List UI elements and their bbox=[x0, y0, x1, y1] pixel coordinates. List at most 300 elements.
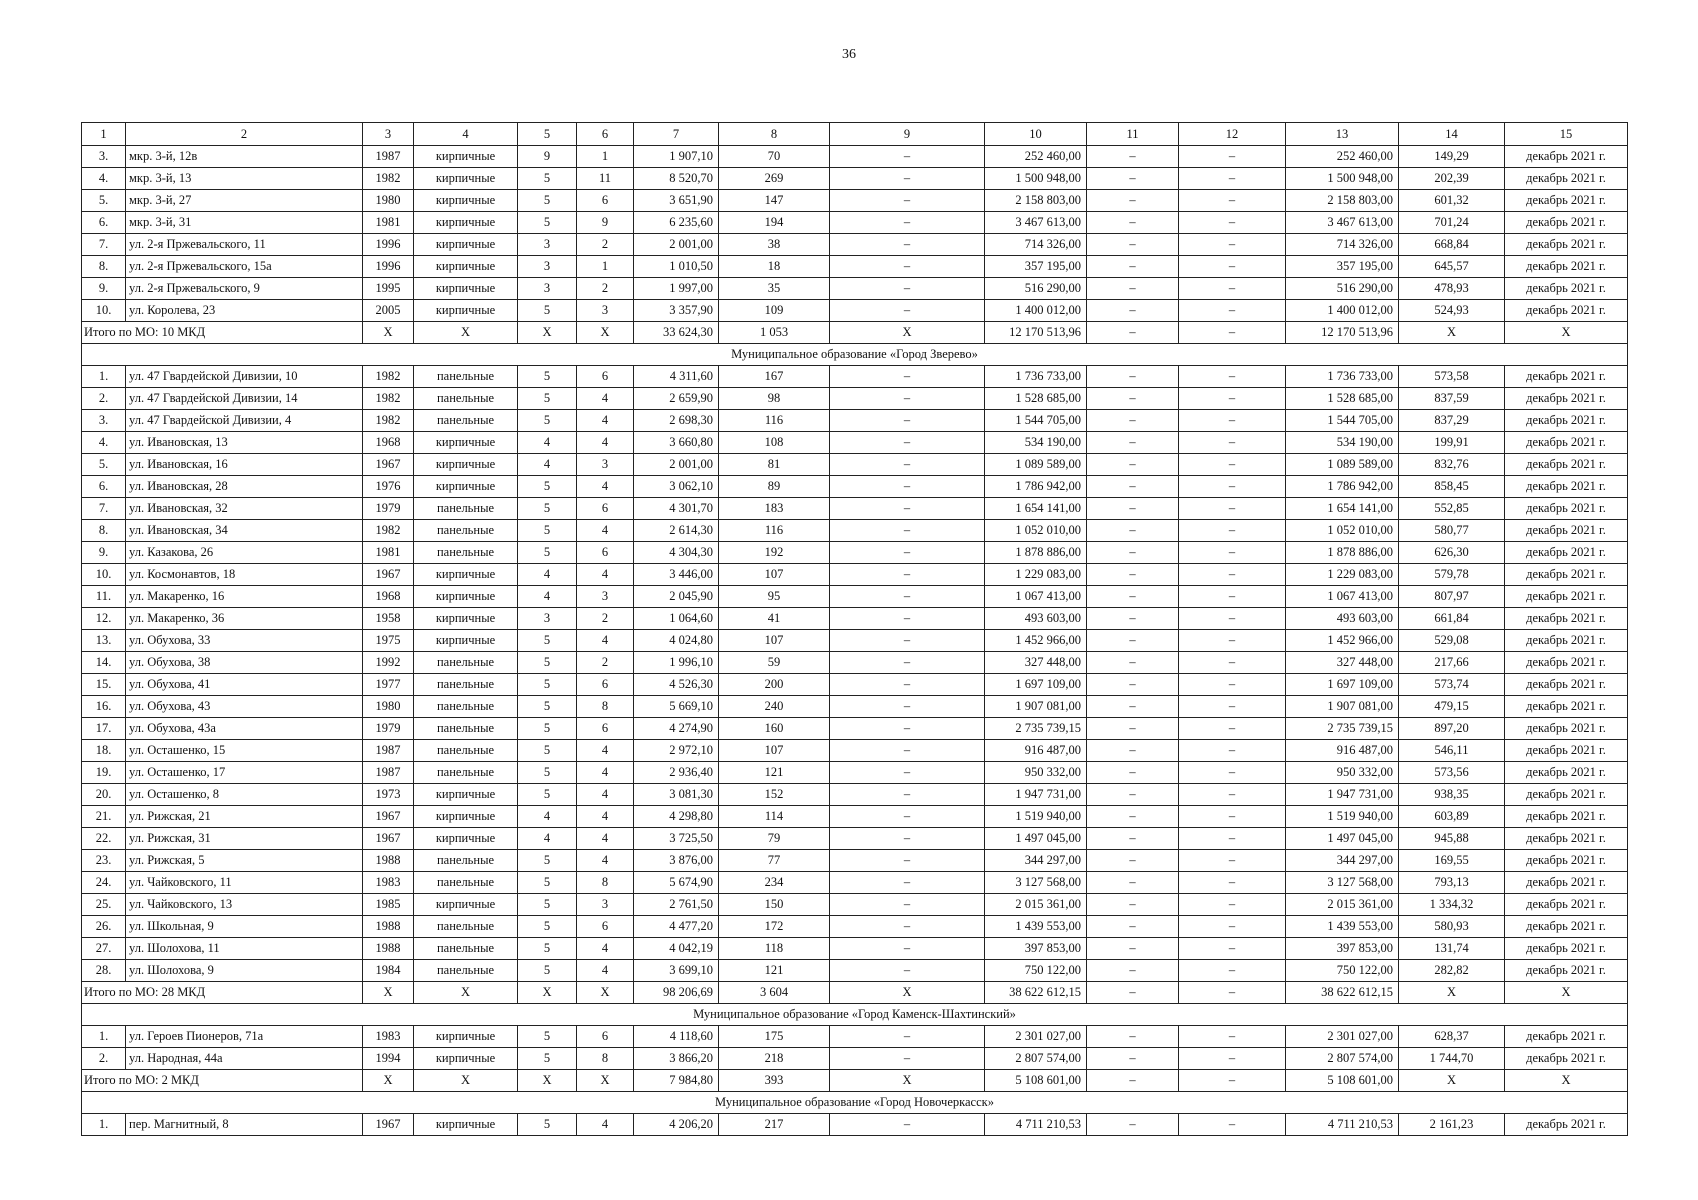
table-cell: – bbox=[1087, 432, 1179, 454]
table-cell: – bbox=[1179, 916, 1286, 938]
table-cell: 160 bbox=[719, 718, 830, 740]
table-cell: 1 519 940,00 bbox=[985, 806, 1087, 828]
table-cell: 1983 bbox=[363, 872, 414, 894]
table-cell: декабрь 2021 г. bbox=[1505, 256, 1628, 278]
table-cell: ул. Макаренко, 16 bbox=[126, 586, 363, 608]
table-cell: 3 866,20 bbox=[634, 1048, 719, 1070]
table-cell: панельные bbox=[414, 388, 518, 410]
table-cell: 2005 bbox=[363, 300, 414, 322]
table-cell: – bbox=[830, 432, 985, 454]
table-row bbox=[82, 300, 1628, 322]
header-cell: 1 bbox=[82, 123, 126, 146]
table-row bbox=[82, 828, 1628, 850]
table-cell: декабрь 2021 г. bbox=[1505, 740, 1628, 762]
table-cell: – bbox=[1087, 564, 1179, 586]
table-cell: 183 bbox=[719, 498, 830, 520]
table-cell: 1 544 705,00 bbox=[1286, 410, 1399, 432]
table-cell: панельные bbox=[414, 696, 518, 718]
table-cell: 269 bbox=[719, 168, 830, 190]
table-cell: 1 229 083,00 bbox=[1286, 564, 1399, 586]
table-cell: 150 bbox=[719, 894, 830, 916]
table-cell: 516 290,00 bbox=[1286, 278, 1399, 300]
table-cell: 1996 bbox=[363, 256, 414, 278]
table-cell: – bbox=[830, 454, 985, 476]
table-cell: 152 bbox=[719, 784, 830, 806]
header-cell: 5 bbox=[518, 123, 577, 146]
table-cell: 1967 bbox=[363, 1114, 414, 1136]
table-cell: 1958 bbox=[363, 608, 414, 630]
table-cell: – bbox=[1179, 388, 1286, 410]
table-cell: 1982 bbox=[363, 366, 414, 388]
table-cell: 2 807 574,00 bbox=[985, 1048, 1087, 1070]
table-cell: 1 544 705,00 bbox=[985, 410, 1087, 432]
table-cell: 200 bbox=[719, 674, 830, 696]
table-row bbox=[82, 564, 1628, 586]
table-row bbox=[82, 652, 1628, 674]
table-cell: 16. bbox=[82, 696, 126, 718]
table-cell: – bbox=[1087, 960, 1179, 982]
table-cell: 114 bbox=[719, 806, 830, 828]
table-cell: 192 bbox=[719, 542, 830, 564]
table-cell: 3. bbox=[82, 410, 126, 432]
table-cell: – bbox=[830, 740, 985, 762]
table-cell: – bbox=[1087, 300, 1179, 322]
table-cell: 202,39 bbox=[1399, 168, 1505, 190]
table-cell: 661,84 bbox=[1399, 608, 1505, 630]
section-row bbox=[82, 1004, 1628, 1026]
table-cell: 897,20 bbox=[1399, 718, 1505, 740]
table-cell: 1975 bbox=[363, 630, 414, 652]
table-cell: 603,89 bbox=[1399, 806, 1505, 828]
table-cell: 1. bbox=[82, 1026, 126, 1048]
table-cell: 1 400 012,00 bbox=[1286, 300, 1399, 322]
table-cell: – bbox=[1179, 190, 1286, 212]
table-cell: 4 bbox=[577, 432, 634, 454]
table-cell: 6 bbox=[577, 674, 634, 696]
total-label: Итого по МО: 28 МКД bbox=[82, 982, 363, 1004]
table-cell: 1 497 045,00 bbox=[985, 828, 1087, 850]
table-cell: 1 334,32 bbox=[1399, 894, 1505, 916]
table-cell: – bbox=[1087, 828, 1179, 850]
table-cell: 579,78 bbox=[1399, 564, 1505, 586]
table-cell: 8 bbox=[577, 696, 634, 718]
table-cell: кирпичные bbox=[414, 278, 518, 300]
table-cell: панельные bbox=[414, 938, 518, 960]
table-cell: 19. bbox=[82, 762, 126, 784]
table-row bbox=[82, 432, 1628, 454]
table-cell: панельные bbox=[414, 520, 518, 542]
table-cell: 98 bbox=[719, 388, 830, 410]
table-cell: 1 528 685,00 bbox=[1286, 388, 1399, 410]
table-cell: 4 bbox=[577, 630, 634, 652]
table-cell: 20. bbox=[82, 784, 126, 806]
table-cell: 645,57 bbox=[1399, 256, 1505, 278]
table-cell: 107 bbox=[719, 564, 830, 586]
section-title: Муниципальное образование «Город Зверево» bbox=[82, 344, 1628, 366]
table-cell: – bbox=[830, 388, 985, 410]
table-cell: – bbox=[830, 190, 985, 212]
table-cell: – bbox=[830, 806, 985, 828]
table-row bbox=[82, 454, 1628, 476]
table-cell: 1 878 886,00 bbox=[1286, 542, 1399, 564]
table-cell: декабрь 2021 г. bbox=[1505, 872, 1628, 894]
table-cell: 393 bbox=[719, 1070, 830, 1092]
table-cell: – bbox=[830, 168, 985, 190]
table-row bbox=[82, 894, 1628, 916]
table-cell: 529,08 bbox=[1399, 630, 1505, 652]
table-cell: 8 bbox=[577, 872, 634, 894]
table-cell: панельные bbox=[414, 498, 518, 520]
table-row bbox=[82, 1114, 1628, 1136]
table-cell: ул. Обухова, 41 bbox=[126, 674, 363, 696]
table-cell: 95 bbox=[719, 586, 830, 608]
table-cell: ул. Космонавтов, 18 bbox=[126, 564, 363, 586]
table-cell: 28. bbox=[82, 960, 126, 982]
table-cell: декабрь 2021 г. bbox=[1505, 454, 1628, 476]
table-cell: 8. bbox=[82, 256, 126, 278]
table-cell: – bbox=[1179, 828, 1286, 850]
table-cell: 12 170 513,96 bbox=[1286, 322, 1399, 344]
table-cell: мкр. 3-й, 12в bbox=[126, 146, 363, 168]
table-cell: – bbox=[1087, 520, 1179, 542]
table-cell: ул. Рижская, 5 bbox=[126, 850, 363, 872]
table-cell: панельные bbox=[414, 366, 518, 388]
table-cell: 4 bbox=[577, 740, 634, 762]
table-cell: 837,59 bbox=[1399, 388, 1505, 410]
table-cell: 714 326,00 bbox=[1286, 234, 1399, 256]
table-cell: – bbox=[1179, 1048, 1286, 1070]
table-cell: 2 015 361,00 bbox=[1286, 894, 1399, 916]
table-cell: 950 332,00 bbox=[985, 762, 1087, 784]
table-cell: 6 235,60 bbox=[634, 212, 719, 234]
table-cell: – bbox=[1179, 938, 1286, 960]
table-cell: 1 744,70 bbox=[1399, 1048, 1505, 1070]
table-cell: 240 bbox=[719, 696, 830, 718]
table-cell: – bbox=[1087, 322, 1179, 344]
table-row bbox=[82, 190, 1628, 212]
table-cell: – bbox=[1179, 1114, 1286, 1136]
table-cell: 357 195,00 bbox=[985, 256, 1087, 278]
table-cell: 2 158 803,00 bbox=[1286, 190, 1399, 212]
table-cell: 2 301 027,00 bbox=[985, 1026, 1087, 1048]
table-cell: – bbox=[1179, 608, 1286, 630]
table-cell: 5 bbox=[518, 784, 577, 806]
header-cell: 8 bbox=[719, 123, 830, 146]
table-cell: 1976 bbox=[363, 476, 414, 498]
table-cell: – bbox=[830, 696, 985, 718]
table-cell: кирпичные bbox=[414, 564, 518, 586]
table-cell: 6. bbox=[82, 212, 126, 234]
table-cell: – bbox=[830, 498, 985, 520]
table-cell: декабрь 2021 г. bbox=[1505, 784, 1628, 806]
table-cell: – bbox=[1179, 498, 1286, 520]
table-cell: 1984 bbox=[363, 960, 414, 982]
table-cell: 4 bbox=[577, 762, 634, 784]
table-cell: 17. bbox=[82, 718, 126, 740]
table-row bbox=[82, 1048, 1628, 1070]
table-cell: – bbox=[1179, 454, 1286, 476]
table-cell: 3 467 613,00 bbox=[1286, 212, 1399, 234]
table-cell: 24. bbox=[82, 872, 126, 894]
table-cell: – bbox=[1087, 608, 1179, 630]
table-cell: 5 bbox=[518, 872, 577, 894]
header-cell: 4 bbox=[414, 123, 518, 146]
table-cell: – bbox=[830, 1048, 985, 1070]
table-cell: X bbox=[830, 322, 985, 344]
table-cell: – bbox=[1179, 146, 1286, 168]
table-cell: 397 853,00 bbox=[1286, 938, 1399, 960]
table-cell: 5 bbox=[518, 520, 577, 542]
table-cell: панельные bbox=[414, 872, 518, 894]
table-cell: 4 bbox=[577, 938, 634, 960]
table-cell: 3 bbox=[577, 586, 634, 608]
table-cell: 1 bbox=[577, 256, 634, 278]
table-cell: 1 947 731,00 bbox=[1286, 784, 1399, 806]
table-cell: 172 bbox=[719, 916, 830, 938]
table-cell: 580,93 bbox=[1399, 916, 1505, 938]
table-cell: – bbox=[1179, 872, 1286, 894]
table-cell: 1983 bbox=[363, 1026, 414, 1048]
table-cell: 1 500 948,00 bbox=[985, 168, 1087, 190]
table-cell: – bbox=[1179, 256, 1286, 278]
table-cell: 108 bbox=[719, 432, 830, 454]
table-cell: ул. 2-я Пржевальского, 11 bbox=[126, 234, 363, 256]
table-cell: X bbox=[414, 1070, 518, 1092]
table-cell: 1 519 940,00 bbox=[1286, 806, 1399, 828]
table-cell: – bbox=[1179, 960, 1286, 982]
table-cell: 1988 bbox=[363, 916, 414, 938]
table-cell: декабрь 2021 г. bbox=[1505, 696, 1628, 718]
table-cell: декабрь 2021 г. bbox=[1505, 366, 1628, 388]
table-cell: 5 bbox=[518, 410, 577, 432]
table-cell: 5 bbox=[518, 498, 577, 520]
table-cell: 7. bbox=[82, 234, 126, 256]
table-cell: 1967 bbox=[363, 454, 414, 476]
table-cell: – bbox=[1179, 894, 1286, 916]
table-cell: X bbox=[1399, 1070, 1505, 1092]
table-cell: 1987 bbox=[363, 762, 414, 784]
table-cell: – bbox=[830, 146, 985, 168]
table-cell: 916 487,00 bbox=[1286, 740, 1399, 762]
table-cell: декабрь 2021 г. bbox=[1505, 300, 1628, 322]
table-cell: ул. Шолохова, 11 bbox=[126, 938, 363, 960]
table-cell: – bbox=[1179, 278, 1286, 300]
table-cell: декабрь 2021 г. bbox=[1505, 520, 1628, 542]
table-cell: 252 460,00 bbox=[985, 146, 1087, 168]
table-cell: декабрь 2021 г. bbox=[1505, 146, 1628, 168]
table-cell: декабрь 2021 г. bbox=[1505, 542, 1628, 564]
table-cell: – bbox=[1179, 300, 1286, 322]
table-cell: X bbox=[518, 322, 577, 344]
table-cell: декабрь 2021 г. bbox=[1505, 388, 1628, 410]
table-cell: – bbox=[1179, 366, 1286, 388]
table-row bbox=[82, 366, 1628, 388]
table-cell: 3 bbox=[518, 234, 577, 256]
table-row bbox=[82, 410, 1628, 432]
table-cell: 552,85 bbox=[1399, 498, 1505, 520]
table-cell: ул. 47 Гвардейской Дивизии, 10 bbox=[126, 366, 363, 388]
table-cell: – bbox=[830, 234, 985, 256]
table-row bbox=[82, 146, 1628, 168]
table-cell: панельные bbox=[414, 718, 518, 740]
table-cell: 131,74 bbox=[1399, 938, 1505, 960]
table-cell: – bbox=[1087, 388, 1179, 410]
table-row bbox=[82, 718, 1628, 740]
table-cell: 194 bbox=[719, 212, 830, 234]
table-cell: 6 bbox=[577, 542, 634, 564]
table-cell: 1982 bbox=[363, 520, 414, 542]
table-cell: ул. Шолохова, 9 bbox=[126, 960, 363, 982]
table-cell: ул. 2-я Пржевальского, 9 bbox=[126, 278, 363, 300]
table-cell: декабрь 2021 г. bbox=[1505, 476, 1628, 498]
table-cell: 5 bbox=[518, 630, 577, 652]
table-cell: 1 497 045,00 bbox=[1286, 828, 1399, 850]
table-cell: – bbox=[1087, 894, 1179, 916]
table-cell: 4 bbox=[577, 520, 634, 542]
table-cell: X bbox=[1505, 322, 1628, 344]
table-cell: 5 bbox=[518, 916, 577, 938]
table-cell: – bbox=[830, 520, 985, 542]
table-cell: 1 736 733,00 bbox=[985, 366, 1087, 388]
table-cell: 1988 bbox=[363, 938, 414, 960]
table-cell: X bbox=[1505, 1070, 1628, 1092]
table-cell: 3 bbox=[518, 608, 577, 630]
table-cell: 2 001,00 bbox=[634, 234, 719, 256]
table-cell: 38 622 612,15 bbox=[1286, 982, 1399, 1004]
table-cell: – bbox=[1179, 982, 1286, 1004]
page-number: 36 bbox=[842, 47, 856, 62]
table-cell: 1. bbox=[82, 1114, 126, 1136]
table-row bbox=[82, 256, 1628, 278]
table-row bbox=[82, 696, 1628, 718]
table-cell: 1 697 109,00 bbox=[1286, 674, 1399, 696]
table-cell: X bbox=[577, 982, 634, 1004]
table-cell: – bbox=[830, 256, 985, 278]
section-row bbox=[82, 344, 1628, 366]
table-cell: 1 654 141,00 bbox=[985, 498, 1087, 520]
table-cell: 70 bbox=[719, 146, 830, 168]
table-cell: 4 bbox=[577, 850, 634, 872]
table-cell: 1 654 141,00 bbox=[1286, 498, 1399, 520]
table-cell: декабрь 2021 г. bbox=[1505, 564, 1628, 586]
table-cell: – bbox=[830, 718, 985, 740]
table-cell: – bbox=[1179, 212, 1286, 234]
table-cell: 2 807 574,00 bbox=[1286, 1048, 1399, 1070]
table-cell: X bbox=[363, 322, 414, 344]
table-row bbox=[82, 806, 1628, 828]
table-cell: ул. Чайковского, 11 bbox=[126, 872, 363, 894]
table-cell: ул. Обухова, 43а bbox=[126, 718, 363, 740]
table-row bbox=[82, 476, 1628, 498]
table-cell: – bbox=[830, 894, 985, 916]
table-cell: – bbox=[1087, 872, 1179, 894]
total-label: Итого по МО: 2 МКД bbox=[82, 1070, 363, 1092]
table-cell: 3 604 bbox=[719, 982, 830, 1004]
table-cell: – bbox=[1087, 1026, 1179, 1048]
table-cell: 5 bbox=[518, 762, 577, 784]
table-cell: ул. Ивановская, 13 bbox=[126, 432, 363, 454]
table-cell: кирпичные bbox=[414, 828, 518, 850]
table-row bbox=[82, 168, 1628, 190]
table-cell: 534 190,00 bbox=[985, 432, 1087, 454]
table-cell: 1 878 886,00 bbox=[985, 542, 1087, 564]
table-cell: – bbox=[830, 476, 985, 498]
table-cell: – bbox=[1179, 520, 1286, 542]
table-cell: 5 bbox=[518, 894, 577, 916]
table-cell: 33 624,30 bbox=[634, 322, 719, 344]
table-cell: 1982 bbox=[363, 168, 414, 190]
total-row bbox=[82, 322, 1628, 344]
table-cell: 2 698,30 bbox=[634, 410, 719, 432]
table-cell: 573,74 bbox=[1399, 674, 1505, 696]
table-cell: 344 297,00 bbox=[1286, 850, 1399, 872]
table-cell: – bbox=[830, 938, 985, 960]
table-cell: панельные bbox=[414, 542, 518, 564]
table-cell: 11 bbox=[577, 168, 634, 190]
table-cell: 2 015 361,00 bbox=[985, 894, 1087, 916]
table-cell: панельные bbox=[414, 740, 518, 762]
table-cell: кирпичные bbox=[414, 806, 518, 828]
table-cell: 4 bbox=[518, 828, 577, 850]
table-cell: 1 229 083,00 bbox=[985, 564, 1087, 586]
table-row bbox=[82, 608, 1628, 630]
table-cell: 1996 bbox=[363, 234, 414, 256]
header-cell: 14 bbox=[1399, 123, 1505, 146]
table-cell: – bbox=[1087, 762, 1179, 784]
table-cell: 1977 bbox=[363, 674, 414, 696]
table-cell: 38 bbox=[719, 234, 830, 256]
table-cell: ул. Ивановская, 16 bbox=[126, 454, 363, 476]
table-cell: 478,93 bbox=[1399, 278, 1505, 300]
table-cell: 601,32 bbox=[1399, 190, 1505, 212]
table-row bbox=[82, 278, 1628, 300]
table-row bbox=[82, 234, 1628, 256]
table-cell: 837,29 bbox=[1399, 410, 1505, 432]
table-cell: 3 699,10 bbox=[634, 960, 719, 982]
table-cell: 1 010,50 bbox=[634, 256, 719, 278]
table-cell: декабрь 2021 г. bbox=[1505, 278, 1628, 300]
table-cell: ул. 47 Гвардейской Дивизии, 4 bbox=[126, 410, 363, 432]
table-row bbox=[82, 586, 1628, 608]
table-cell: 628,37 bbox=[1399, 1026, 1505, 1048]
table-cell: 1985 bbox=[363, 894, 414, 916]
table-cell: ул. Рижская, 31 bbox=[126, 828, 363, 850]
table-cell: 6 bbox=[577, 366, 634, 388]
table-cell: 1981 bbox=[363, 542, 414, 564]
table-row bbox=[82, 762, 1628, 784]
table-cell: панельные bbox=[414, 850, 518, 872]
table-cell: 357 195,00 bbox=[1286, 256, 1399, 278]
table-cell: 1988 bbox=[363, 850, 414, 872]
table-cell: 1968 bbox=[363, 586, 414, 608]
table-cell: 2 bbox=[577, 234, 634, 256]
table-cell: 18. bbox=[82, 740, 126, 762]
table-cell: кирпичные bbox=[414, 784, 518, 806]
table-cell: – bbox=[1179, 432, 1286, 454]
table-cell: – bbox=[1087, 652, 1179, 674]
table-cell: 26. bbox=[82, 916, 126, 938]
table-cell: 5 108 601,00 bbox=[985, 1070, 1087, 1092]
table-cell: 1 052 010,00 bbox=[1286, 520, 1399, 542]
header-cell: 15 bbox=[1505, 123, 1628, 146]
table-row bbox=[82, 1026, 1628, 1048]
table-cell: – bbox=[1087, 1070, 1179, 1092]
header-cell: 9 bbox=[830, 123, 985, 146]
table-cell: – bbox=[1087, 630, 1179, 652]
table-cell: X bbox=[830, 982, 985, 1004]
table-cell: кирпичные bbox=[414, 168, 518, 190]
table-cell: – bbox=[1087, 542, 1179, 564]
